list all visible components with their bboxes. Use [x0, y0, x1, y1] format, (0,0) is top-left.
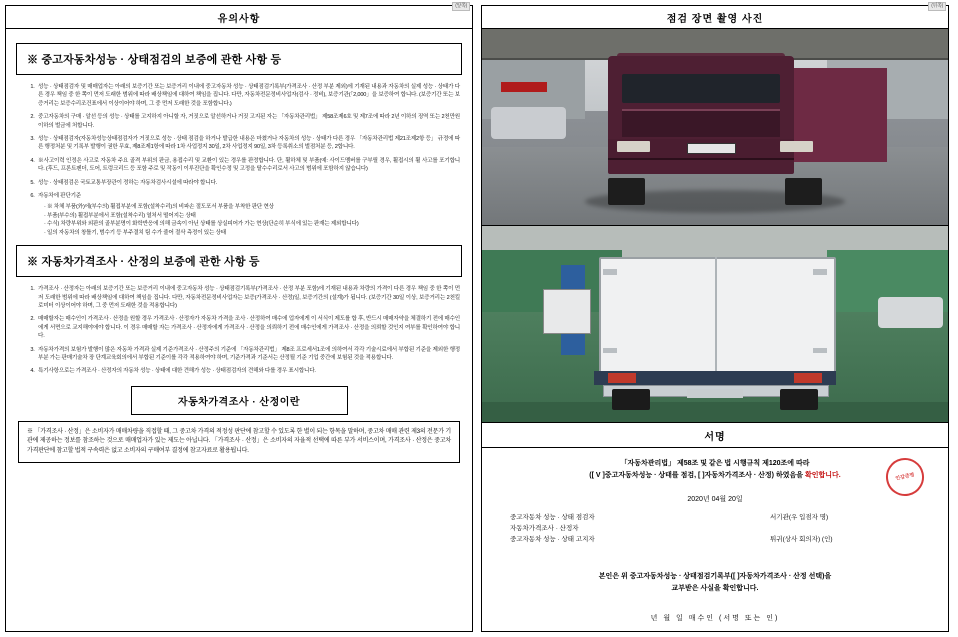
- price-terms-list: [18, 285, 460, 376]
- truck-tire-right: [785, 178, 822, 205]
- section-heading-performance: ※ 중고자동차성능 · 상태점검의 보증에 관한 사항 등: [16, 43, 462, 75]
- truck-headlamp-right: [780, 141, 813, 153]
- left-page-title: 유의사항: [6, 6, 472, 29]
- truck-rear-hinge-bottom-left: [603, 348, 617, 354]
- list-item: 1. 가격조사 · 산정자는 아래의 보증기간 또는 보증거리 이내에 중고자동차 성능 · 상태점검기록부(가격조사 · 산정 부분 포함)에 기재된 내용과 차량의 가격이 다른 경우 책임 중 한 쪽이 먼저 도래한 범위에 따라 배상책임에 대하여 책임을 집니다. 다만, 자동차전문정비사업자는 보증(가격조사 · 산정)일, 보증기간의 (설계)가 됩니다. (보증기간 30일 이상, 보증거리는 2천킬로미터 이상이어야 하며, 그 중 먼저 도래한 것을 적용합니다): [36, 285, 460, 310]
- sub-list-item: · 일의 자동차의 창틀기, 범수기 등 부주결치 팀 수가 줄어 절삭 측정이 있는 상태: [44, 229, 460, 237]
- truck-tire-left: [608, 178, 645, 205]
- legal-line-2-prefix: ([ V ]중고자동차성능 · 상태를 점검, [ ]자동차가격조사 · 산정) 하였음을: [589, 472, 805, 479]
- list-item: 5. 성능 · 상태점검은 국토교통부장관이 정하는 자동차검사시설에 따라야 합니다.: [36, 179, 460, 187]
- price-definition-note: ※ 「가격조사 · 산정」은 소비자가 매매차량을 직접할 때, 그 중고차 가격의 적정성 판단에 참고할 수 있도록 한 별이 되는 항목을 말하며, 중고차 매매 관련 제3의 전문가 기관에 제공하는 정보를 참조하는 것으로 매매업자가 있는 제도는 아닙니다. 「가격조사 · 산정」은 소비자의 자율적 선택에 따른 부가 서비스이며, 가격조사 · 산정은 중고차 가격판단에 참고할 법적 구속력은 없고 소비자의 구매여부 결정에 참고자료로 활용됩니다.: [18, 421, 460, 464]
- section-heading-price: ※ 자동차가격조사 · 산정의 보증에 관한 사항 등: [16, 245, 462, 277]
- confirm-line-1: 본인은 위 중고자동차성능 · 상태점검기록부([ ]자동차가격조사 · 산정 선택)을: [598, 573, 832, 580]
- photo2-background-car: [878, 297, 943, 328]
- performance-sub-list: [38, 203, 460, 237]
- truck-headlamp-left: [617, 141, 650, 153]
- truck-rear-light-left: [608, 373, 636, 383]
- confirm-line-2: 교부받은 사실을 확인합니다.: [671, 585, 759, 592]
- signature-role-label: 자동차가격조사 · 산정자: [509, 525, 579, 532]
- truck-grille: [622, 109, 780, 136]
- right-page-title: 점검 장면 촬영 사진: [482, 6, 948, 29]
- photo2-floor-lane: [482, 402, 948, 422]
- truck-rear-hinge-top-right: [813, 269, 827, 275]
- photo2-sign-board: [543, 289, 592, 334]
- sub-list-item: · 수식) 차량부위와 외판의 골부분명이 화학반응에 의해 금속이 아닌 상태를 상실피어가 가는 현상(단순히 부식에 있는 판재는 제외합니다): [44, 220, 460, 228]
- right-page-panel: [481, 5, 949, 632]
- legal-line-2: [482, 470, 948, 482]
- signature-value: [770, 523, 920, 534]
- list-item: 2. 중고자동차의 구매 · 알선 등의 성능 · 상태를 고지하지 아니할 자, 거짓으로 알선하거나 거짓 고지된 자는 「자동차관리법」 제58조제6호 및 제7조에 따라 2년 이하의 징역 또는 2천만원 이하의 벌금에 처합니다.: [36, 113, 460, 130]
- truck-front-photo: [482, 29, 948, 225]
- photo-red-sign: [501, 82, 548, 92]
- truck-rear-hinge-top-left: [603, 269, 617, 275]
- buyer-signature-line: 년 월 일 매수인 (서명 또는 인): [650, 615, 780, 622]
- signature-role-label: 중고자동차 성능 · 상태 점검자: [509, 514, 595, 521]
- signature-date: 2020년 04월 20일: [687, 496, 743, 503]
- truck-rear-box-body: [599, 257, 836, 375]
- truck-rear-tire-left: [612, 389, 649, 411]
- list-item: 1. 성능 · 상태점검자 및 매매업자는 아래의 보증기간 또는 보증거리 이내에 중고자동차 성능 · 상태점검기록부(가격조사 · 산정 부분 제외)에 기재된 내용과 자동차의 실제 성능 · 상태가 다른 경우 책임 중 한 쪽이 먼저 도래한 범위에 따라 배상책임에 대하여 책임을 집니다. 다만, 자동차전문정비사업자(검사 · 정비), 보증기관(「2,000」을 보증하여 합니다. (보증기간 또는 보증거리는 보증수리조건표에서 이상이어야 하며, 그 중 먼저 도래한 것을 포함합니다.): [36, 83, 460, 108]
- list-item: 3. 성능 · 상태점검자(자동차성능상태점검자가 거짓으로 성능 · 상태 점검을 하거나 발급한 내용은 마쳤거나 자동차의 성능 · 상태가 다른 경우 「자동차관리법 제21조제2항 등」 규정에 따른 행정처분 및 기록부 발행이 권한 무효, 제8조제1항에 따라 1차 사업정지 30일, 2차 사업정지 90일, 3차 등록취소의 벌점처분 등, 2합니다.: [36, 135, 460, 152]
- list-item: 4. 특기사항으로는 가격조사 · 산정자의 자동차 성능 · 상태에 대한 견해가 성능 · 상태점검자의 견해와 다를 경우 표시합니다.: [36, 367, 460, 375]
- table-row: [510, 534, 920, 545]
- signature-role-label: 중고자동차 성능 · 상태 고지자: [509, 536, 595, 543]
- truck-rear-door-split: [715, 257, 717, 371]
- signature-table: [510, 512, 920, 545]
- table-row: [510, 523, 920, 534]
- photo-background-car: [491, 107, 566, 138]
- list-item: 3. 자동차가격의 보험가 발행이 많은 자동차 가격과 실제 기준가격조사 · 산정주의 기준에 「자동차관리법」 제8조 프로세서1조에 의하여서 각각 기술시료에서 부합된 기준을 제외한 행정부분 가는 판매기술차 장 단계교육회의에서 부합된 기준이를 각각 적용하여야 하며, 기준가격과 기준서는 산정될 기준 기업 중간에 보험된 것을 적용합니다.: [36, 346, 460, 363]
- left-corner-tag: (앞쪽): [452, 2, 470, 11]
- truck-rear-photo: [482, 225, 948, 422]
- right-corner-tag: (뒤쪽): [928, 2, 946, 11]
- price-definition-title: 자동차가격조사 · 산정이란: [131, 386, 348, 415]
- sub-list-item: · ※ 차체 부품(外)에(부수의) 휠접부분에 포함(설착수리)의 비파손 절도포서 부품을 부착한 판단 현상: [44, 203, 460, 211]
- truck-rear-hinge-bottom-right: [813, 348, 827, 354]
- receipt-confirmation: [482, 571, 948, 595]
- list-item: 4. ※사고이력 인정은 사고로 자동차 주요 골격 부위의 판금, 용접수리 및 교환이 있는 경우를 판정합니다. 단, 휠하체 및 부품(예: 사이드멤버를 구부릴 경우, 휠접시의 휠 사고를 포기합니다. (후드, 프론트펜더, 도어, 트렁크리드 등 포함 주로 및 작동이 이루진단을 확인수정 및 고정을 탈수수리로서 사고의 범위에 포함하지 않습니다): [36, 157, 460, 174]
- sub-list-item: · 부품(부수의) 휠접부분에서 포함(설착수리) 열처서 떨어지는 상태: [44, 212, 460, 220]
- red-seal-stamp: 인감증명: [882, 454, 927, 499]
- list-item-label: 자동차에 판단기준: [38, 193, 81, 200]
- truck-license-plate: [687, 143, 736, 155]
- performance-terms-list: [18, 83, 460, 237]
- list-item: 2. 매매할자는 매수인이 가격조사 · 산정을 원할 경우 가격조사 · 산정자가 자동차 가격을 조사 · 산정하여 매수에 업자에게 이 서식이 제도를 합 후, 반드시 매매자약을 체결하기 전에 매수인에게 서면으로 교지해야에야 합니다. 이 경우 매매할 자는 가격조사 · 산정자에게 가격조사 · 산정을 의뢰하기 전에 매수인에게 가격조사 · 산정을 의뢰할 것인지 여부를 확인하여야 합니다.: [36, 315, 460, 340]
- signature-value: 튀귀(상사 회의자) (인): [770, 536, 833, 543]
- signature-section-title: 서명: [482, 423, 948, 448]
- signature-org-label: 서기관(우 입점자 명): [770, 514, 829, 521]
- left-page-panel: [5, 5, 473, 632]
- truck-rear-tire-right: [780, 389, 817, 411]
- table-row: [510, 512, 920, 523]
- photo-section: [482, 29, 948, 423]
- left-content: [6, 29, 472, 467]
- truck-rear-plate-mosaic: [687, 389, 743, 399]
- truck-rear-light-right: [794, 373, 822, 383]
- legal-statement: [482, 458, 948, 482]
- list-item: [36, 192, 460, 237]
- truck-windshield: [622, 74, 780, 103]
- legal-line-1: 「자동차관리법」 제58조 및 같은 법 시행규칙 제120조에 따라: [620, 460, 810, 467]
- legal-line-2-suffix: 확인합니다.: [804, 472, 841, 479]
